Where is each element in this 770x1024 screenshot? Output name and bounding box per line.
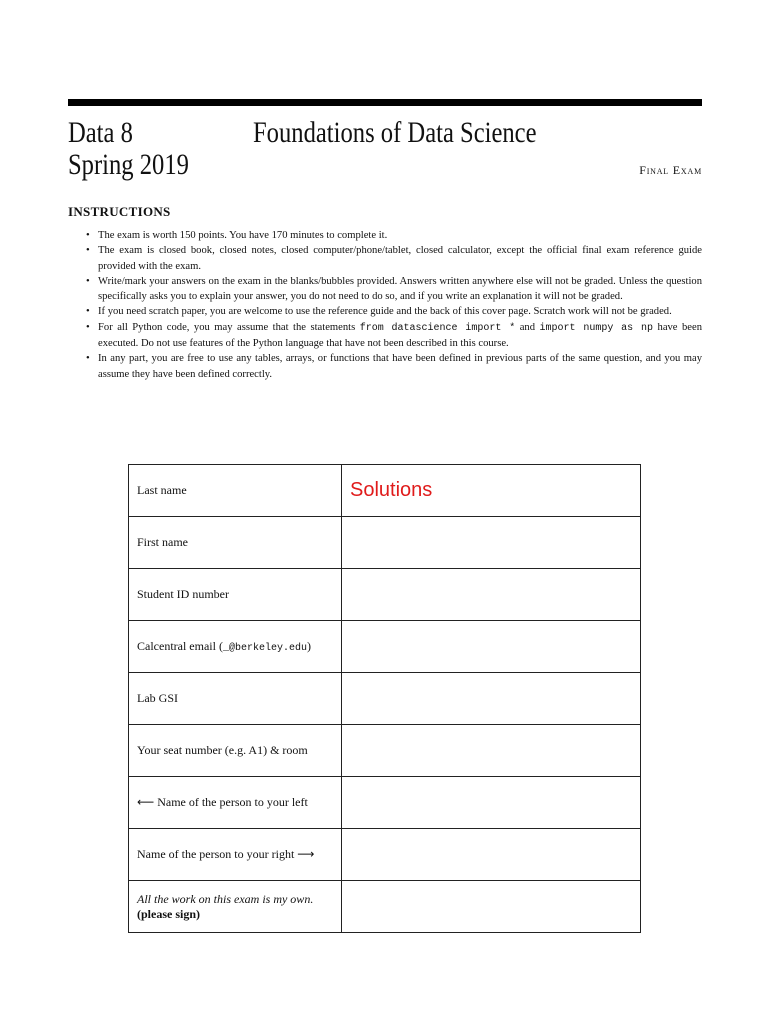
instruction-item: • Write/mark your answers on the exam in the blanks/bubbles provided. Answers written anywhere else will not be graded. Unless the question specifically asks you to explain your answer, you do not need to do so, and if you write an explanation it will not be graded. xyxy=(86,274,702,305)
instruction-item: • The exam is closed book, closed notes, closed computer/phone/tablet, closed calculator, except the official final exam reference guide provided with the exam. xyxy=(86,243,702,274)
table-row xyxy=(129,829,641,881)
instruction-item: • The exam is worth 150 points. You have 170 minutes to complete it. xyxy=(86,228,702,243)
instruction-item: • If you need scratch paper, you are welcome to use the reference guide and the back of this cover page. Scratch work will not be graded. xyxy=(86,304,702,319)
table-row xyxy=(129,725,641,777)
table-row xyxy=(129,465,641,517)
first-name-label: First name xyxy=(129,517,342,569)
student-id-label: Student ID number xyxy=(129,569,342,621)
signature-field[interactable] xyxy=(342,881,641,933)
code-snippet: import numpy as np xyxy=(539,322,654,334)
right-neighbor-field[interactable] xyxy=(342,829,641,881)
left-arrow-icon: ⟵ xyxy=(137,795,155,809)
lab-gsi-label: Lab GSI xyxy=(129,673,342,725)
right-neighbor-label xyxy=(129,829,342,881)
student-id-field[interactable] xyxy=(342,569,641,621)
exam-type: Final Exam xyxy=(639,163,702,177)
email-label-close: ) xyxy=(306,639,311,653)
instruction-text: have been executed. Do not use features of the Python language that have not been described in this course. xyxy=(98,321,702,350)
last-name-label: Last name xyxy=(129,465,342,517)
table-row xyxy=(129,569,641,621)
left-neighbor-text: Name of the person to your left xyxy=(154,795,308,809)
lab-gsi-field[interactable] xyxy=(342,673,641,725)
table-row xyxy=(129,881,641,933)
email-label-text: Calcentral email ( xyxy=(137,639,223,653)
seat-number-label: Your seat number (e.g. A1) & room xyxy=(129,725,342,777)
left-neighbor-label xyxy=(129,777,342,829)
email-domain: _@berkeley.edu xyxy=(222,643,307,654)
first-name-field[interactable] xyxy=(342,517,641,569)
table-row xyxy=(129,777,641,829)
signature-label xyxy=(129,881,342,933)
last-name-answer[interactable]: Solutions xyxy=(342,465,641,517)
seat-number-field[interactable] xyxy=(342,725,641,777)
instruction-text: For all Python code, you may assume that the statements xyxy=(98,321,360,333)
header-rule xyxy=(68,99,702,106)
course-name: Data 8 xyxy=(68,116,133,149)
instruction-item xyxy=(86,320,702,352)
email-field[interactable] xyxy=(342,621,641,673)
course-term: Spring 2019 xyxy=(68,148,189,181)
left-neighbor-field[interactable] xyxy=(342,777,641,829)
student-info-table xyxy=(128,464,641,933)
table-row xyxy=(129,517,641,569)
right-neighbor-text: Name of the person to your right xyxy=(137,847,298,861)
code-snippet: from datascience import * xyxy=(359,322,516,334)
instructions-list xyxy=(86,228,702,382)
instruction-item: • In any part, you are free to use any tables, arrays, or functions that have been defined in previous parts of the same question, and you may assume they have been defined correctly. xyxy=(86,351,702,382)
email-label xyxy=(129,621,342,673)
table-row xyxy=(129,621,641,673)
instruction-text: and xyxy=(515,321,540,333)
please-sign-label: (please sign) xyxy=(137,906,200,921)
table-row xyxy=(129,673,641,725)
document-title: Foundations of Data Science xyxy=(253,116,537,149)
honor-statement: All the work on this exam is my own. xyxy=(137,891,314,906)
right-arrow-icon: ⟶ xyxy=(297,847,315,861)
instructions-heading: INSTRUCTIONS xyxy=(68,204,171,219)
